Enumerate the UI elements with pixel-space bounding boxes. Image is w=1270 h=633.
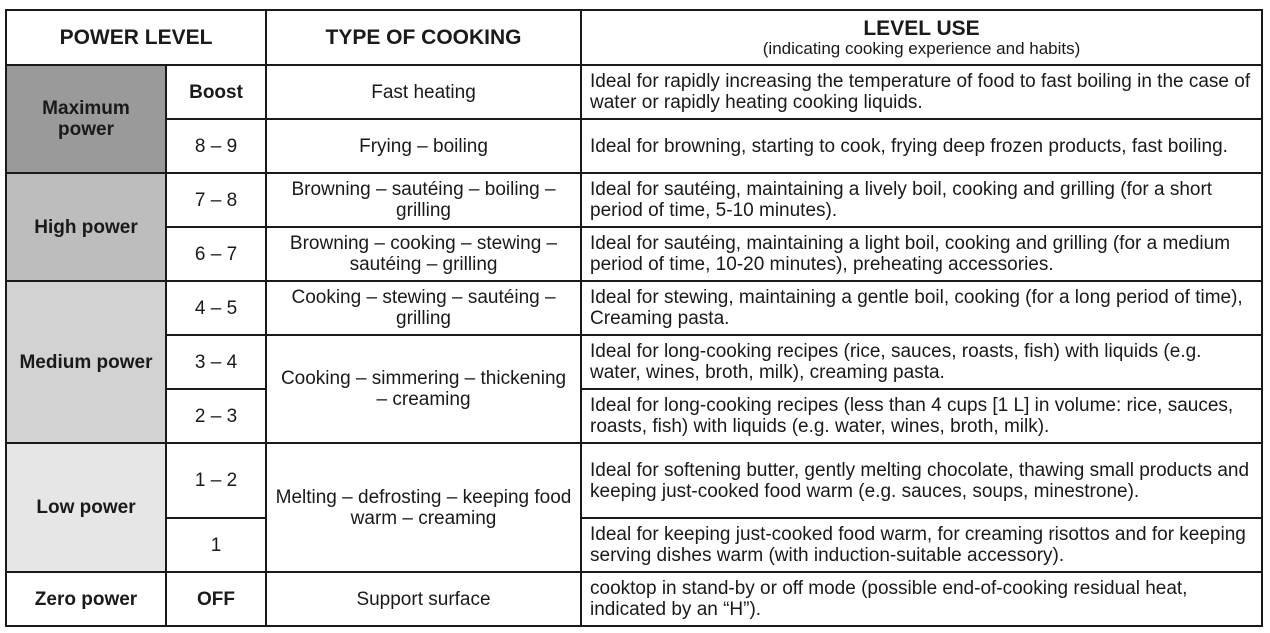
type-cell: Melting – defrosting – keeping food warm – creaming <box>266 443 581 572</box>
level-cell: 1 – 2 <box>166 443 266 518</box>
header-power-level: POWER LEVEL <box>6 10 266 65</box>
level-cell: 8 – 9 <box>166 119 266 173</box>
header-row <box>6 10 1262 65</box>
group-medium-power: Medium power <box>6 281 166 443</box>
level-cell: Boost <box>166 65 266 119</box>
header-type-of-cooking: TYPE OF COOKING <box>266 10 581 65</box>
type-cell: Browning – cooking – stewing – sautéing – grilling <box>266 227 581 281</box>
use-cell: Ideal for long-cooking recipes (rice, sauces, roasts, fish) with liquids (e.g. water, wines, broth, milk), creaming pasta. <box>581 335 1262 389</box>
table-row <box>6 518 1262 572</box>
type-cell: Fast heating <box>266 65 581 119</box>
level-cell: 6 – 7 <box>166 227 266 281</box>
table-row <box>6 227 1262 281</box>
use-cell: Ideal for rapidly increasing the temperature of food to fast boiling in the case of water or rapidly heating cooking liquids. <box>581 65 1262 119</box>
use-cell: Ideal for long-cooking recipes (less than 4 cups [1 L] in volume: rice, sauces, roasts, fish) with liquids (e.g. water, wines, broth, milk). <box>581 389 1262 443</box>
table-row <box>6 281 1262 335</box>
use-cell: Ideal for softening butter, gently melting chocolate, thawing small products and keeping just-cooked food warm (e.g. sauces, soups, minestrone). <box>581 443 1262 518</box>
power-level-table <box>5 9 1263 627</box>
level-cell: 2 – 3 <box>166 389 266 443</box>
level-cell: 4 – 5 <box>166 281 266 335</box>
group-high-power: High power <box>6 173 166 281</box>
table-row <box>6 572 1262 626</box>
header-level-use-subtitle: (indicating cooking experience and habits) <box>762 38 1081 58</box>
level-cell: 7 – 8 <box>166 173 266 227</box>
header-level-use <box>581 10 1262 65</box>
table-row <box>6 335 1262 389</box>
table-row <box>6 119 1262 173</box>
type-cell: Cooking – stewing – sautéing – grilling <box>266 281 581 335</box>
use-cell: Ideal for browning, starting to cook, frying deep frozen products, fast boiling. <box>581 119 1262 173</box>
type-cell: Frying – boiling <box>266 119 581 173</box>
group-maximum-power: Maximum power <box>6 65 166 173</box>
use-cell: Ideal for stewing, maintaining a gentle boil, cooking (for a long period of time), Creaming pasta. <box>581 281 1262 335</box>
level-cell: 1 <box>166 518 266 572</box>
table-row <box>6 389 1262 443</box>
type-cell: Browning – sautéing – boiling – grilling <box>266 173 581 227</box>
level-cell: 3 – 4 <box>166 335 266 389</box>
use-cell: Ideal for keeping just-cooked food warm, for creaming risottos and for keeping serving dishes warm (with induction-suitable accessory). <box>581 518 1262 572</box>
use-cell: cooktop in stand-by or off mode (possible end-of-cooking residual heat, indicated by an “H”). <box>581 572 1262 626</box>
type-cell: Support surface <box>266 572 581 626</box>
table-row <box>6 65 1262 119</box>
table-row <box>6 173 1262 227</box>
level-cell: OFF <box>166 572 266 626</box>
group-zero-power: Zero power <box>6 572 166 626</box>
group-low-power: Low power <box>6 443 166 572</box>
use-cell: Ideal for sautéing, maintaining a light boil, cooking and grilling (for a medium period of time, 10-20 minutes), preheating accessories. <box>581 227 1262 281</box>
table-row <box>6 443 1262 518</box>
header-level-use-title: LEVEL USE <box>863 16 980 40</box>
use-cell: Ideal for sautéing, maintaining a lively boil, cooking and grilling (for a short period of time, 5-10 minutes). <box>581 173 1262 227</box>
type-cell: Cooking – simmering – thickening – creaming <box>266 335 581 443</box>
